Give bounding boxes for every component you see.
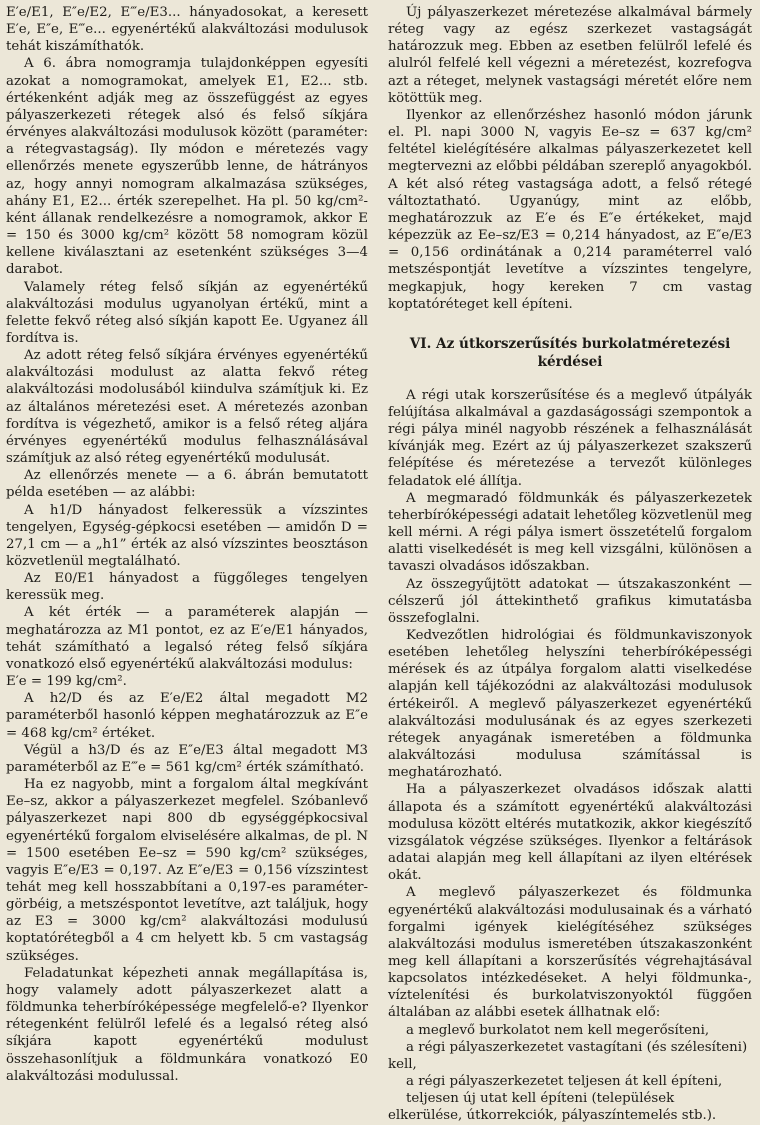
left-column <box>6 4 368 1085</box>
paragraph: Ha a pályaszerkezet olvadásos időszak alatti állapota és a számított egyenértékű alakváltozási modulusa között eltérés mutatkozik, akkor kiegészítő vizsgálatok végzése szükséges. Ilyenkor a feltárások adatai alapján meg kell állapítani az ilyen eltérések okát. <box>388 782 752 884</box>
list-item: teljesen új utat kell építeni (települések elkerülése, útkorrekciók, pályaszíntemelés stb.). <box>388 1091 717 1124</box>
paragraph: Az E0/E1 hányadost a függőleges tengelyen keressük meg. <box>6 571 368 604</box>
paragraph: Kedvezőtlen hidrológiai és földmunkaviszonyok esetében lehetőleg helyszíni teherbíróképességi mérések és az útpálya forgalom alatti viselkedése alapján kell tájékozódni az alakváltozási modulusok értékeiről. A meglevő pályaszerkezet egyenértékű alakváltozási modulusának és az egyes szerkezeti rétegek anyagának ismeretében a földmunka alakváltozási modulusa számítással is meghatározható. <box>388 628 752 781</box>
list-item: a meglevő burkolatot nem kell megerősíteni, <box>406 1022 710 1038</box>
paragraph: Feladatunkat képezheti annak megállapítása is, hogy valamely adott pályaszerkezet alatt a földmunka teherbíróképessége megfelelő-e? Ilyenkor rétegenként felülről lefelé és a legalsó réteg alsó síkjára kapott egyenértékű modulust összehasonlítjuk a földmunkára vonatkozó E0 alakváltozási modulussal. <box>6 965 368 1084</box>
paragraph: A meglevő pályaszerkezet és földmunka egyenértékű alakváltozási modulusainak és a várható forgalmi igények kielégítéséhez szükséges alakváltozási modulus ismeretében útszakaszonként meg kell állapítani a korszerűsítés végrehajtásával kapcsolatos intézkedéseket. A helyi földmunka-, víztelenítési és burkolatviszonyoktól függően általában az alábbi esetek állhatnak elő: <box>388 885 752 1021</box>
paragraph: A megmaradó földmunkák és pályaszerkezetek teherbíróképességi adatait lehetőleg közvetlenül meg kell mérni. A régi pálya ismert összetételű forgalom alatti viselkedését is meg kell vizsgálni, különösen a tavaszi olvadásos időszakban. <box>388 490 752 575</box>
paragraph: A régi utak korszerűsítése és a meglevő útpályák felújítása alkalmával a gazdaságossági szempontok a régi pálya minél nagyobb részének a felhasználását kívánják meg. Ezért az új pályaszerkezet szakszerű felépítése és méretezése a tervezőt különleges feladatok elé állítja. <box>388 387 752 489</box>
paragraph: Új pályaszerkezet méretezése alkalmával bármely réteg vagy az egész szerkezet vastagságát határozzuk meg. Ebben az esetben felülről lefelé és alulról felfelé kell végezni a méretezést, kozrefogva azt a réteget, melynek vastagsági méretét előre nem kötöttük meg. <box>388 5 752 106</box>
paragraph: Valamely réteg felső síkján az egyenértékű alakváltozási modulus ugyanolyan értékű, mint a felette fekvő réteg alsó síkján kapott Ee. Ugyanez áll fordítva is. <box>6 279 368 346</box>
paragraph: Az összegyűjtött adatokat — útszakaszonként — célszerű jól áttekinthető grafikus kimutatásba összefoglalni. <box>388 576 752 626</box>
section-heading: VI. Az útkorszerűsítés burkolatméretezési kérdései <box>409 335 731 370</box>
paragraph: Ha ez nagyobb, mint a forgalom által megkívánt Ee–sz, akkor a pályaszerkezet megfelel. Szóbanlevő pályaszerkezet napi 800 db egységgépkocsival egyenértékű forgalom elviselésére alkalmas, de pl. N = 1500 esetében Ee–sz = 590 kg/cm² szükséges, vagyis E″e/E3 = 0,197. Az E″e/E3 = 0,156 vízszintest tehát meg kell hosszabbítani a 0,197-es paraméter-görbéig, a metszéspontot levetítve, azt találjuk, hogy az E3 = 3000 kg/cm² alakváltozási modulusú koptatórétegből a 4 cm helyett kb. 5 cm vastagság szükséges. <box>6 777 368 964</box>
paragraph: A 6. ábra nomogramja tulajdonképpen egyesíti azokat a nomogramokat, amelyek E1, E2... stb. értékenként adják meg az összefüggést az egyes pályaszerkezeti rétegek alsó és felső síkjára érvényes alakváltozási modulusok között (paraméter: a rétegvastagság). Ily módon e méretezés vagy ellenőrzés menete egyszerűbb lenne, de hátrányos az, hogy annyi nomogram alkalmazása szükséges, ahány E1, E2... érték szerepelhet. Ha pl. 50 kg/cm²-ként állanak rendelkezésre a nomogramok, akkor E = 150 és 3000 kg/cm² között 58 nomogram közül kellene kiválasztani az esetenként szükséges 3—4 darabot. <box>6 56 368 278</box>
right-column <box>388 4 752 1125</box>
paragraph: A h1/D hányadost felkeressük a vízszintes tengelyen, Egység-gépkocsi esetében — amidőn D = 27,1 cm — a „h1” érték az alsó vízszintes beosztáson közvetlenül megtalálható. <box>6 502 368 569</box>
paragraph: Végül a h3/D és az E″e/E3 által megadott M3 paraméterből az E‴e = 561 kg/cm² érték számítható. <box>6 742 368 775</box>
equation-line: E′e = 199 kg/cm². <box>6 674 127 690</box>
paragraph: E′e/E1, E″e/E2, E‴e/E3... hányadosokat, a keresett E′e, E″e, E‴e... egyenértékű alakváltozási modulusok tehát kiszámíthatók. <box>6 5 368 55</box>
paragraph: A h2/D és az E′e/E2 által megadott M2 paraméterből hasonló képpen meghatározzuk az E″e = 468 kg/cm² értéket. <box>6 691 368 741</box>
paragraph: Ilyenkor az ellenőrzéshez hasonló módon járunk el. Pl. napi 3000 N, vagyis Ee–sz = 637 kg/cm² feltétel kielégítésére alkalmas pályaszerkezetet kell megtervezni az előbbi példában szereplő anyagokból. A két alsó réteg vastagsága adott, a felső rétegé változtatható. Ugyanúgy, mint az előbb, meghatározzuk az E′e és E″e értékeket, majd képezzük az Ee–sz/E3 = 0,214 hányadost, az E″e/E3 = 0,156 ordinátának a 0,214 paraméterrel való metszéspontját levetítve a vízszintes tengelyre, megkapjuk, hogy kereken 7 cm vastag koptatóréteget kell építeni. <box>388 107 752 312</box>
paragraph: Az ellenőrzés menete — a 6. ábrán bemutatott példa esetében — az alábbi: <box>6 468 368 501</box>
paragraph: A két érték — a paraméterek alapján — meghatározza az M1 pontot, ez az E′e/E1 hányados, tehát számítható a legalsó réteg felső síkjára vonatkozó első egyenértékű alakváltozási modulus: <box>6 605 368 672</box>
list-item: a régi pályaszerkezetet vastagítani (és szélesíteni) kell, <box>388 1039 748 1072</box>
list-item: a régi pályaszerkezetet teljesen át kell építeni, <box>406 1074 723 1090</box>
paragraph: Az adott réteg felső síkjára érvényes egyenértékű alakváltozási modulust az alatta fekvő réteg alakváltozási modolusából kiindulva számítjuk ki. Ez az általános méretezési eset. A méretezés azonban fordítva is végezhető, amikor is a felső réteg aljára érvényes egyenértékű modulus felhasználásával számítjuk az alsó réteg egyenértékű modulusát. <box>6 348 368 467</box>
